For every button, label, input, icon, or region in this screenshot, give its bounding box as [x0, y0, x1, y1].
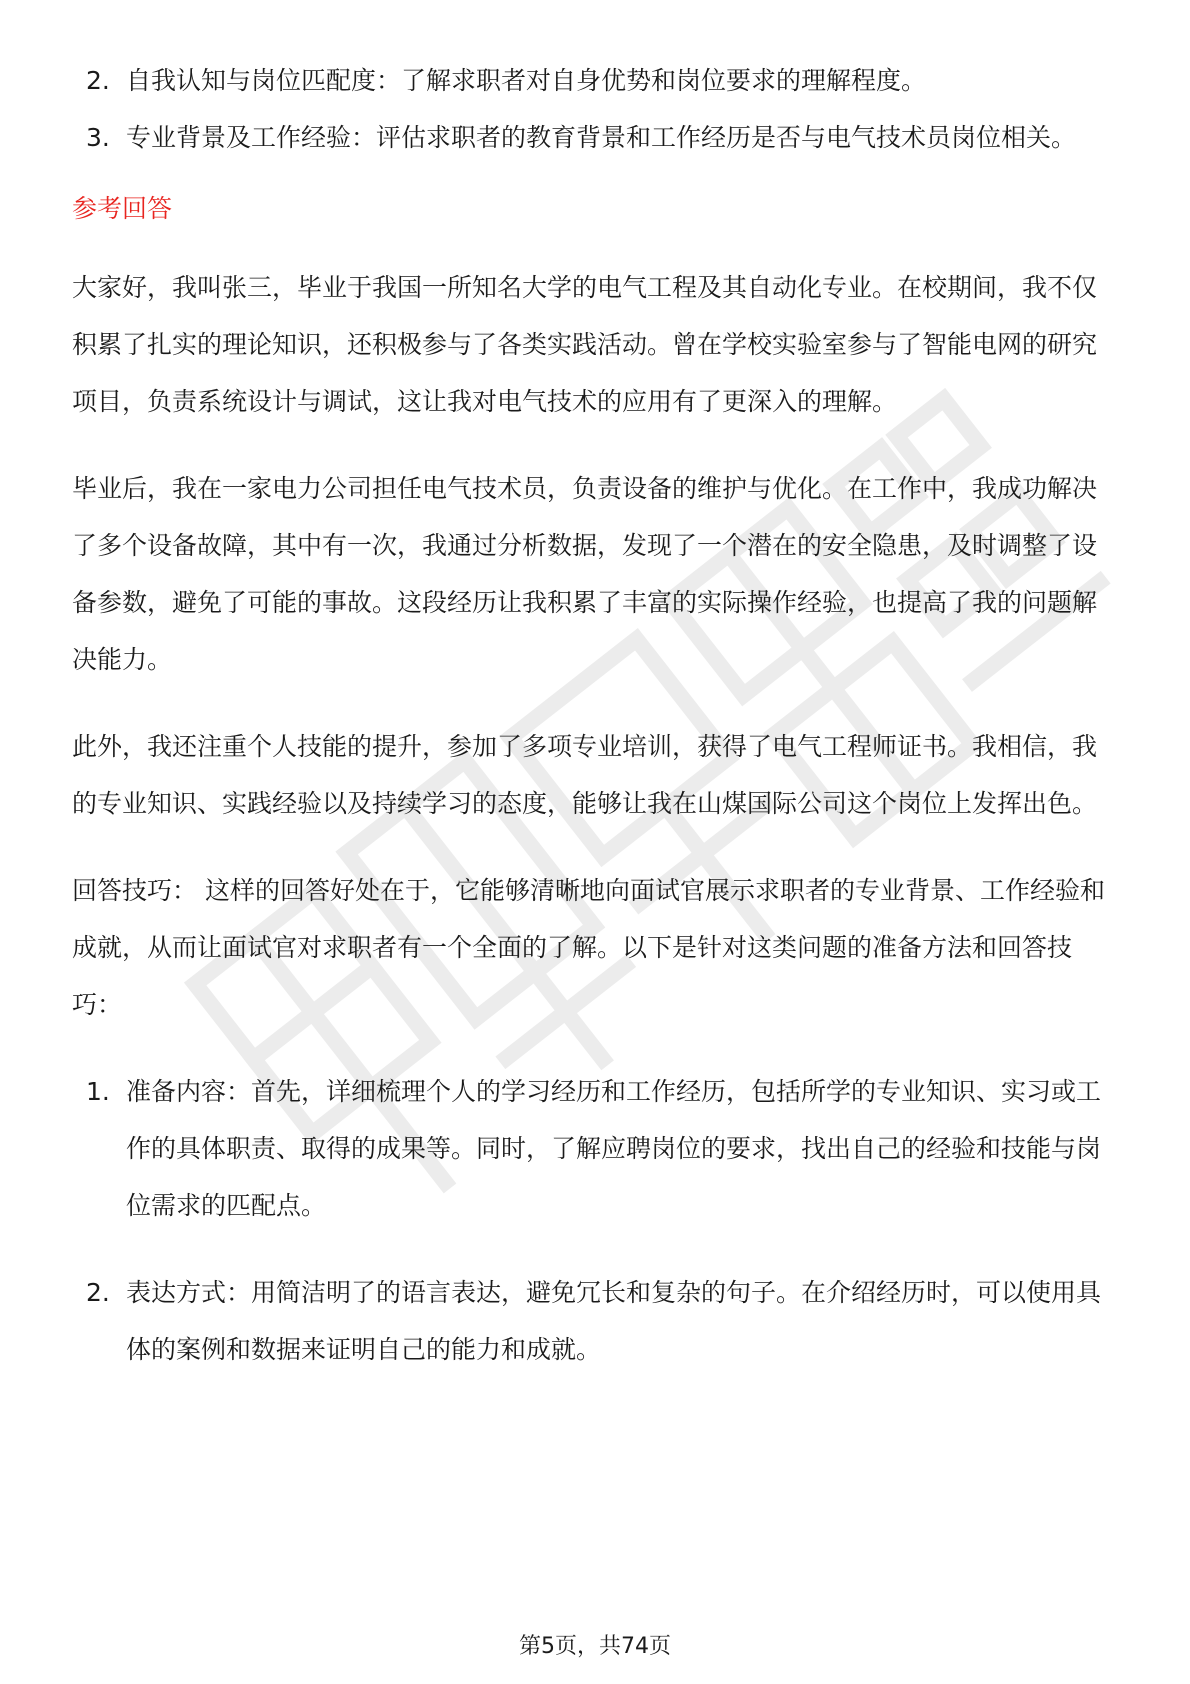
list-item-text: 自我认知与岗位匹配度：了解求职者对自身优势和岗位要求的理解程度。 [126, 66, 927, 95]
page-footer: 第5页，共74页 [519, 1634, 671, 1659]
criteria-list [72, 52, 1120, 166]
list-item [72, 109, 1120, 166]
list-number: 1. [86, 1077, 110, 1106]
answer-paragraph-2: 毕业后，我在一家电力公司担任电气技术员，负责设备的维护与优化。在工作中，我成功解决了多个设备故障，其中有一次，我通过分析数据，发现了一个潜在的安全隐患，及时调整了设备参数，避免了可能的事故。这段经历让我积累了丰富的实际操作经验，也提高了我的问题解决能力。 [72, 474, 1098, 674]
list-item-text: 表达方式：用简洁明了的语言表达，避免冗长和复杂的句子。在介绍经历时，可以使用具体的案例和数据来证明自己的能力和成就。 [126, 1278, 1102, 1364]
answer-paragraph-1: 大家好，我叫张三，毕业于我国一所知名大学的电气工程及其自动化专业。在校期间，我不仅积累了扎实的理论知识，还积极参与了各类实践活动。曾在学校实验室参与了智能电网的研究项目，负责系统设计与调试，这让我对电气技术的应用有了更深入的理解。 [72, 273, 1098, 416]
list-number: 2. [86, 66, 110, 95]
page-content [72, 52, 1120, 1378]
list-item [72, 1063, 1120, 1234]
tips-list [72, 1063, 1120, 1378]
tips-paragraph: 回答技巧： 这样的回答好处在于，它能够清晰地向面试官展示求职者的专业背景、工作经验和成就，从而让面试官对求职者有一个全面的了解。以下是针对这类问题的准备方法和回答技巧： [72, 876, 1105, 1019]
answer-paragraph-3: 此外，我还注重个人技能的提升，参加了多项专业培训，获得了电气工程师证书。我相信，我的专业知识、实践经验以及持续学习的态度，能够让我在山煤国际公司这个岗位上发挥出色。 [72, 732, 1098, 818]
list-number: 2. [86, 1278, 110, 1307]
section-heading: 参考回答 [72, 194, 173, 223]
list-number: 3. [86, 123, 110, 152]
list-item-text: 专业背景及工作经验：评估求职者的教育背景和工作经历是否与电气技术员岗位相关。 [126, 123, 1077, 152]
list-item [72, 1264, 1120, 1378]
list-item-text: 准备内容：首先，详细梳理个人的学习经历和工作经历，包括所学的专业知识、实习或工作的具体职责、取得的成果等。同时，了解应聘岗位的要求，找出自己的经验和技能与岗位需求的匹配点。 [126, 1077, 1102, 1220]
list-item [72, 52, 1120, 109]
